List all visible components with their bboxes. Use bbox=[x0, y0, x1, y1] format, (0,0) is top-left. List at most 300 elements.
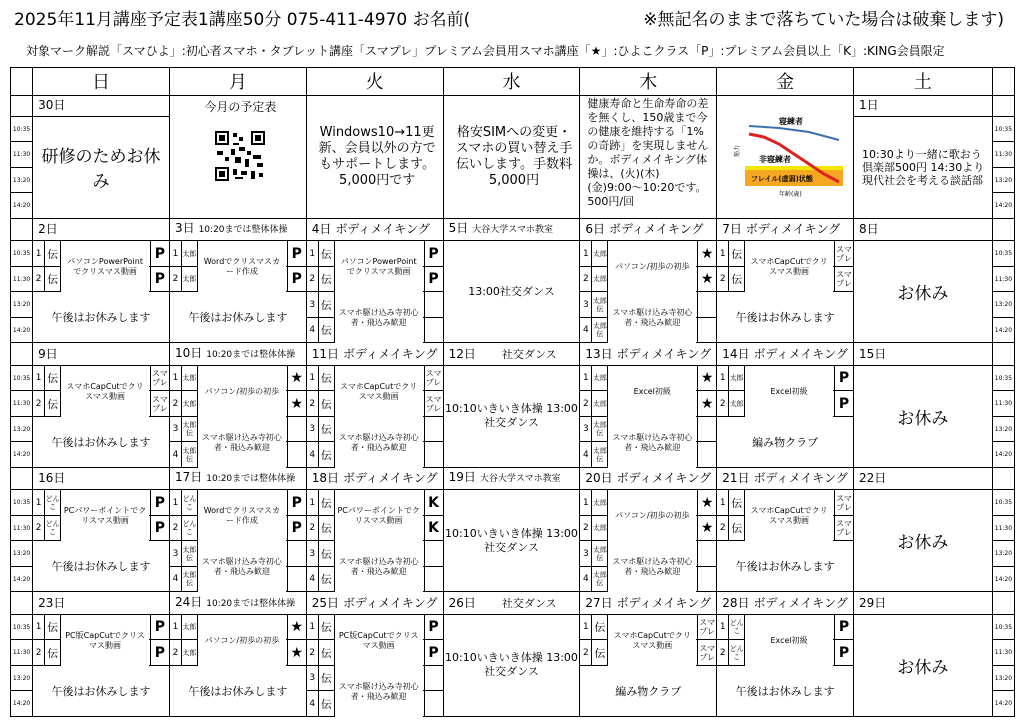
slot-mark bbox=[287, 541, 306, 566]
slot-cell[interactable] bbox=[306, 292, 443, 328]
mark-p: P bbox=[838, 619, 850, 636]
day-note: 10:20までは整体体操 bbox=[206, 349, 296, 360]
date-header-cell bbox=[306, 343, 443, 365]
slot-cell[interactable] bbox=[169, 365, 306, 396]
slot-mark bbox=[424, 442, 443, 467]
pm-text: 午後はお休みします bbox=[188, 684, 288, 698]
slot-number: 2 bbox=[580, 516, 592, 541]
instructor-label: 太郎伝 bbox=[182, 442, 198, 467]
health-chart bbox=[729, 110, 847, 198]
star-icon: ★ bbox=[290, 644, 304, 661]
pm-cell bbox=[169, 665, 306, 716]
slot-cell[interactable] bbox=[306, 541, 443, 577]
instructor-label: 伝 bbox=[319, 541, 335, 566]
mark-p: P bbox=[838, 370, 850, 387]
instructor-label: 伝 bbox=[729, 490, 745, 515]
sat-events: 10:30より一緒に歌おう倶楽部500円 14:30より現代社会を考える談話部 bbox=[854, 116, 993, 218]
instructor-label: 伝 bbox=[319, 241, 335, 266]
slot-cell[interactable] bbox=[169, 241, 306, 277]
day-note: ボディメイキング bbox=[343, 595, 438, 610]
slot-number: 2 bbox=[717, 640, 729, 665]
star-icon: ★ bbox=[290, 370, 304, 387]
slot-mark bbox=[287, 640, 306, 665]
day-merged-text: 10:10いきいき体操 13:00社交ダンス bbox=[445, 526, 578, 554]
instructor-label: 太郎 bbox=[182, 640, 198, 665]
pm-cell bbox=[717, 416, 854, 467]
time-spacer bbox=[11, 592, 33, 614]
mark-p: P bbox=[154, 271, 166, 288]
date-label: 12日 bbox=[448, 346, 476, 361]
course-title: スマホ駆け込み寺初心者・飛込み歓迎 bbox=[608, 417, 696, 469]
date-header-cell bbox=[717, 219, 854, 241]
course-title: スマホ駆け込み寺初心者・飛込み歓迎 bbox=[198, 541, 286, 593]
slot-cell[interactable] bbox=[306, 241, 443, 277]
time-label: 13:20 bbox=[11, 167, 33, 193]
mark-p: P bbox=[291, 520, 302, 537]
date-label: 29日 bbox=[859, 595, 887, 610]
time-spacer bbox=[992, 592, 1014, 614]
slot-number: 4 bbox=[170, 442, 182, 467]
time-label: 10:35 bbox=[11, 241, 33, 267]
pm-cell bbox=[33, 541, 170, 592]
slot-mark bbox=[424, 366, 443, 391]
star-icon: ★ bbox=[700, 370, 714, 387]
slot-number: 2 bbox=[170, 267, 182, 292]
pm-cell bbox=[717, 541, 854, 592]
instructor-label: どんこ bbox=[182, 490, 198, 515]
slot-number: 4 bbox=[307, 691, 319, 716]
mark-p: P bbox=[291, 245, 302, 262]
course-title: パソコン/初歩の初歩 bbox=[198, 615, 286, 667]
date-label: 11日 bbox=[311, 346, 340, 361]
time-label: 11:30 bbox=[992, 515, 1014, 541]
date-label: 14日 bbox=[722, 346, 750, 361]
time-spacer bbox=[992, 219, 1014, 241]
slot-number: 1 bbox=[580, 490, 592, 515]
time-label: 13:20 bbox=[992, 292, 1014, 318]
slot-mark bbox=[287, 241, 306, 266]
page-title: 2025年11月講座予定表1講座50分 075-411-4970 お名前( bbox=[14, 10, 471, 30]
pm-text: 午後はお休みします bbox=[51, 435, 151, 449]
smapre-badge: スマプレ bbox=[425, 394, 442, 413]
instructor-label: 太郎 bbox=[592, 490, 608, 515]
day-note: ボディメイキング bbox=[753, 346, 848, 361]
instructor-label: 太郎伝 bbox=[182, 417, 198, 442]
time-label: 13:20 bbox=[992, 416, 1014, 442]
instructor-label: 太郎伝 bbox=[592, 292, 608, 317]
slot-number: 4 bbox=[580, 567, 592, 592]
day-note: ボディメイキング bbox=[616, 595, 712, 610]
slot-mark bbox=[287, 567, 306, 592]
slot-cell[interactable] bbox=[169, 490, 306, 526]
pm-text: 午後はお休みします bbox=[735, 311, 835, 325]
smapre-badge: スマプレ bbox=[836, 270, 852, 289]
instructor-label: 伝 bbox=[319, 666, 335, 691]
course-title: Wordでクリスマスカード作成 bbox=[198, 241, 286, 293]
day-note: 10:20までは整体体操 bbox=[206, 474, 296, 485]
instructor-label: 太郎 bbox=[592, 391, 608, 416]
time-label: 13:20 bbox=[992, 665, 1014, 691]
slot-cell[interactable] bbox=[169, 541, 306, 577]
time-label: 11:30 bbox=[11, 142, 33, 168]
slot-number: 3 bbox=[170, 417, 182, 442]
slot-mark bbox=[150, 516, 169, 541]
day-merged-cell bbox=[443, 490, 580, 592]
time-label: 13:20 bbox=[992, 167, 1014, 193]
time-label: 10:35 bbox=[992, 490, 1014, 516]
slot-cell[interactable] bbox=[717, 241, 854, 277]
instructor-label: 太郎 bbox=[182, 391, 198, 416]
slot-number: 1 bbox=[307, 615, 319, 640]
instructor-label: 太郎伝 bbox=[182, 567, 198, 592]
date-label: 1日 bbox=[854, 95, 993, 116]
date-label: 22日 bbox=[859, 471, 887, 486]
date-label: 26日 bbox=[448, 595, 476, 610]
instructor-label: 太郎 bbox=[592, 241, 608, 266]
mark-p: P bbox=[428, 644, 439, 661]
instructor-label: 伝 bbox=[45, 615, 61, 640]
course-title: PCパワーポイントでクリスマス動画 bbox=[335, 490, 423, 542]
slot-mark bbox=[697, 516, 716, 541]
slot-cell[interactable] bbox=[717, 365, 854, 396]
pm-text: 午後はお休みします bbox=[51, 560, 151, 574]
slot-cell[interactable] bbox=[717, 614, 854, 645]
instructor-label: 太郎 bbox=[592, 267, 608, 292]
slot-mark bbox=[150, 490, 169, 515]
pm-text: 編み物クラブ bbox=[615, 684, 682, 698]
slot-number: 2 bbox=[33, 391, 45, 416]
time-label: 10:35 bbox=[992, 241, 1014, 267]
date-header-cell bbox=[169, 343, 306, 365]
corner-cell bbox=[992, 68, 1014, 96]
star-icon: ★ bbox=[290, 395, 304, 412]
slot-mark bbox=[424, 490, 443, 515]
instructor-label: どんこ bbox=[729, 615, 745, 640]
mark-p: P bbox=[838, 644, 850, 661]
slot-number: 3 bbox=[580, 541, 592, 566]
course-title: パソコン/初歩の初歩 bbox=[608, 490, 696, 542]
time-label: 14:20 bbox=[992, 566, 1014, 592]
slot-mark bbox=[424, 267, 443, 292]
day-merged-text: 10:10いきいき体操 13:00社交ダンス bbox=[445, 402, 578, 430]
instructor-label: 太郎 bbox=[592, 516, 608, 541]
star-icon: ★ bbox=[700, 245, 714, 262]
date-header-cell bbox=[33, 219, 170, 241]
instructor-label: 伝 bbox=[45, 241, 61, 266]
slot-number: 2 bbox=[717, 516, 729, 541]
slot-mark bbox=[287, 490, 306, 515]
course-title: パソコン/初歩の初歩 bbox=[608, 241, 696, 293]
day-merged-text: お休み bbox=[897, 408, 949, 429]
slot-mark bbox=[697, 366, 716, 391]
slot-cell[interactable] bbox=[580, 292, 717, 328]
instructor-label: 伝 bbox=[319, 567, 335, 592]
time-label: 10:35 bbox=[11, 365, 33, 391]
smapre-badge: スマプレ bbox=[699, 618, 716, 637]
day-thu: 木 bbox=[580, 68, 717, 96]
chart-xlabel: 年齢(歳) bbox=[778, 190, 802, 198]
day-note: ボディメイキング bbox=[753, 595, 848, 610]
course-title: スマホCapCutでクリスマス動画 bbox=[745, 241, 833, 293]
day-note: 社交ダンス bbox=[501, 596, 557, 610]
instructor-label: 伝 bbox=[319, 267, 335, 292]
sun-closed: 研修のためお休み bbox=[33, 116, 170, 218]
slot-cell[interactable] bbox=[580, 241, 717, 272]
day-merged-text: お休み bbox=[897, 657, 949, 678]
pm-cell bbox=[33, 292, 170, 343]
course-title: スマホCapCutでクリスマス動画 bbox=[745, 490, 833, 542]
slot-mark bbox=[424, 640, 443, 665]
slot-number: 2 bbox=[170, 516, 182, 541]
date-label: 18日 bbox=[311, 471, 340, 486]
instructor-label: 太郎伝 bbox=[592, 318, 608, 343]
instructor-label: 伝 bbox=[319, 516, 335, 541]
page-header bbox=[14, 5, 1014, 35]
slot-number: 2 bbox=[307, 516, 319, 541]
slot-mark bbox=[834, 516, 853, 541]
date-header-cell bbox=[580, 467, 717, 489]
slot-number: 4 bbox=[580, 442, 592, 467]
slot-mark bbox=[424, 241, 443, 266]
slot-mark bbox=[424, 516, 443, 541]
slot-mark bbox=[697, 567, 716, 592]
slot-cell[interactable] bbox=[169, 416, 306, 452]
date-label: 28日 bbox=[722, 595, 750, 610]
slot-mark bbox=[287, 442, 306, 467]
date-header-cell bbox=[717, 592, 854, 614]
instructor-label: 太郎伝 bbox=[592, 541, 608, 566]
smapre-badge: スマプレ bbox=[699, 643, 716, 662]
mark-p: P bbox=[154, 619, 166, 636]
calendar-qr-cell bbox=[169, 95, 306, 218]
course-title: パソコンPowerPointでクリスマス動画 bbox=[61, 241, 149, 293]
slot-cell[interactable] bbox=[580, 365, 717, 396]
date-header-cell bbox=[443, 592, 580, 614]
course-title: PC版CapCutでクリスマス動画 bbox=[61, 615, 149, 667]
date-label: 7日 bbox=[722, 222, 742, 237]
slot-mark bbox=[697, 417, 716, 442]
slot-cell[interactable] bbox=[717, 490, 854, 526]
day-note: ボディメイキング bbox=[616, 471, 712, 486]
slot-number: 1 bbox=[580, 241, 592, 266]
slot-mark bbox=[697, 615, 716, 640]
mark-p: P bbox=[291, 271, 302, 288]
time-label: 10:35 bbox=[992, 614, 1014, 640]
course-title: Excel初級 bbox=[608, 366, 696, 418]
time-label: 10:35 bbox=[992, 116, 1014, 142]
slot-cell[interactable] bbox=[306, 365, 443, 401]
date-header-cell bbox=[33, 467, 170, 489]
slot-number: 2 bbox=[307, 640, 319, 665]
slot-mark bbox=[287, 391, 306, 416]
time-label: 11:30 bbox=[11, 640, 33, 666]
chart-ylabel: 筋力 bbox=[733, 144, 741, 157]
course-title: スマホ駆け込み寺初心者・飛込み歓迎 bbox=[335, 292, 423, 344]
time-label: 13:20 bbox=[992, 541, 1014, 567]
time-spacer bbox=[992, 343, 1014, 365]
slot-cell[interactable] bbox=[580, 541, 717, 577]
slot-cell[interactable] bbox=[33, 614, 170, 650]
slot-cell[interactable] bbox=[169, 614, 306, 645]
slot-mark bbox=[424, 391, 443, 416]
course-title: パソコン/初歩の初歩 bbox=[198, 366, 286, 418]
slot-cell[interactable] bbox=[306, 665, 443, 701]
date-header-cell bbox=[306, 219, 443, 241]
pm-text: 午後はお休みします bbox=[735, 560, 835, 574]
date-label: 16日 bbox=[38, 471, 66, 486]
slot-number: 1 bbox=[33, 241, 45, 266]
instructor-label: どんこ bbox=[729, 640, 745, 665]
mark-p: P bbox=[154, 520, 166, 537]
date-header-cell bbox=[854, 343, 993, 365]
chart-label-frail: フレイル(虚弱)状態 bbox=[750, 174, 813, 183]
slot-number: 1 bbox=[580, 615, 592, 640]
slot-number: 2 bbox=[580, 391, 592, 416]
slot-mark bbox=[287, 615, 306, 640]
date-header-cell bbox=[306, 592, 443, 614]
slot-number: 3 bbox=[580, 417, 592, 442]
day-merged-text: お休み bbox=[897, 533, 949, 554]
day-tue: 火 bbox=[306, 68, 443, 96]
time-label: 10:35 bbox=[992, 365, 1014, 391]
time-label: 14:20 bbox=[11, 193, 33, 219]
slot-mark bbox=[287, 366, 306, 391]
slot-cell[interactable] bbox=[33, 365, 170, 401]
day-note: ボディメイキング bbox=[745, 222, 841, 237]
slot-mark bbox=[424, 292, 443, 317]
star-icon: ★ bbox=[290, 619, 304, 636]
smapre-badge: スマプレ bbox=[425, 369, 442, 388]
slot-number: 3 bbox=[580, 292, 592, 317]
day-wed: 水 bbox=[443, 68, 580, 96]
slot-cell[interactable] bbox=[580, 614, 717, 650]
date-label: 5日 bbox=[448, 221, 469, 236]
slot-number: 2 bbox=[170, 391, 182, 416]
date-header-cell bbox=[854, 219, 993, 241]
slot-number: 4 bbox=[580, 318, 592, 343]
date-header-cell bbox=[306, 467, 443, 489]
date-label: 25日 bbox=[311, 595, 340, 610]
pm-text: 午後はお休みします bbox=[51, 684, 151, 698]
instructor-label: どんこ bbox=[182, 516, 198, 541]
time-label: 11:30 bbox=[992, 266, 1014, 292]
slot-number: 1 bbox=[580, 366, 592, 391]
instructor-label: どんこ bbox=[45, 490, 61, 515]
date-label: 4日 bbox=[311, 222, 332, 237]
mark-p: P bbox=[154, 494, 166, 511]
slot-mark bbox=[834, 490, 853, 515]
instructor-label: 伝 bbox=[729, 241, 745, 266]
slot-mark bbox=[424, 541, 443, 566]
star-icon: ★ bbox=[700, 271, 714, 288]
day-merged-text: お休み bbox=[897, 284, 949, 305]
slot-mark bbox=[424, 567, 443, 592]
instructor-label: 太郎 bbox=[182, 241, 198, 266]
date-header-cell bbox=[169, 219, 306, 241]
instructor-label: 伝 bbox=[45, 391, 61, 416]
corner-cell bbox=[11, 68, 33, 96]
date-header-cell bbox=[33, 592, 170, 614]
time-label: 11:30 bbox=[992, 391, 1014, 417]
slot-number: 4 bbox=[307, 442, 319, 467]
instructor-label: 太郎 bbox=[729, 391, 745, 416]
date-header-cell bbox=[854, 592, 993, 614]
instructor-label: 伝 bbox=[319, 615, 335, 640]
smapre-badge: スマプレ bbox=[836, 519, 852, 538]
date-label: 8日 bbox=[859, 222, 879, 237]
instructor-label: 太郎 bbox=[729, 366, 745, 391]
slot-cell[interactable] bbox=[33, 490, 170, 526]
course-title: スマホ駆け込み寺初心者・飛込み歓迎 bbox=[608, 541, 696, 593]
day-note: ボディメイキング bbox=[343, 346, 438, 361]
slot-number: 1 bbox=[33, 490, 45, 515]
instructor-label: 伝 bbox=[319, 366, 335, 391]
course-title: PC版CapCutでクリスマス動画 bbox=[335, 615, 423, 667]
time-label: 14:20 bbox=[11, 442, 33, 468]
course-title: Wordでクリスマスカード作成 bbox=[198, 490, 286, 542]
slot-cell[interactable] bbox=[306, 490, 443, 526]
instructor-label: 伝 bbox=[729, 267, 745, 292]
slot-number: 2 bbox=[717, 267, 729, 292]
instructor-label: 伝 bbox=[319, 292, 335, 317]
slot-number: 1 bbox=[307, 490, 319, 515]
date-label: 27日 bbox=[585, 595, 613, 610]
slot-number: 1 bbox=[307, 366, 319, 391]
slot-number: 2 bbox=[33, 640, 45, 665]
slot-number: 1 bbox=[717, 241, 729, 266]
course-title: スマホCapCutでクリスマス動画 bbox=[61, 366, 149, 418]
slot-number: 3 bbox=[307, 541, 319, 566]
time-label: 10:35 bbox=[11, 490, 33, 516]
day-merged-cell bbox=[443, 241, 580, 343]
thu-announcement: 健康寿命と生命寿命の差を無くし、150歳まで今の健康を維持する「1%の奇跡」を実現しませんか。ボディメイキング体操は、(火)(木)(金)9:00〜10:20です。500円/回 bbox=[587, 96, 709, 208]
slot-number: 1 bbox=[33, 615, 45, 640]
time-label: 14:20 bbox=[11, 566, 33, 592]
slot-number: 1 bbox=[307, 241, 319, 266]
date-label: 6日 bbox=[585, 222, 606, 237]
slot-mark bbox=[150, 366, 169, 391]
mark-p: P bbox=[428, 245, 439, 262]
slot-cell[interactable] bbox=[580, 416, 717, 452]
slot-cell[interactable] bbox=[306, 614, 443, 650]
instructor-label: 伝 bbox=[592, 640, 608, 665]
slot-cell[interactable] bbox=[33, 241, 170, 277]
slot-number: 1 bbox=[170, 490, 182, 515]
slot-number: 2 bbox=[580, 640, 592, 665]
day-note: ボディメイキング bbox=[335, 222, 430, 237]
pm-text: 午後はお休みします bbox=[188, 311, 288, 325]
slot-cell[interactable] bbox=[306, 416, 443, 452]
course-title: スマホ駆け込み寺初心者・飛込み歓迎 bbox=[608, 292, 696, 344]
time-label: 13:20 bbox=[11, 665, 33, 691]
course-title: スマホ駆け込み寺初心者・飛込み歓迎 bbox=[335, 666, 423, 718]
time-label: 10:35 bbox=[11, 116, 33, 142]
date-header-cell bbox=[33, 343, 170, 365]
date-label: 30日 bbox=[33, 95, 170, 116]
time-label: 13:20 bbox=[11, 416, 33, 442]
time-label: 14:20 bbox=[992, 442, 1014, 468]
instructor-label: 伝 bbox=[319, 442, 335, 467]
slot-cell[interactable] bbox=[580, 490, 717, 521]
slot-mark bbox=[697, 292, 716, 317]
slot-mark bbox=[287, 267, 306, 292]
slot-mark bbox=[697, 267, 716, 292]
date-header-cell bbox=[443, 343, 580, 365]
instructor-label: 伝 bbox=[45, 267, 61, 292]
pm-cell bbox=[169, 292, 306, 343]
slot-number: 1 bbox=[170, 615, 182, 640]
pm-text: 編み物クラブ bbox=[752, 435, 819, 449]
